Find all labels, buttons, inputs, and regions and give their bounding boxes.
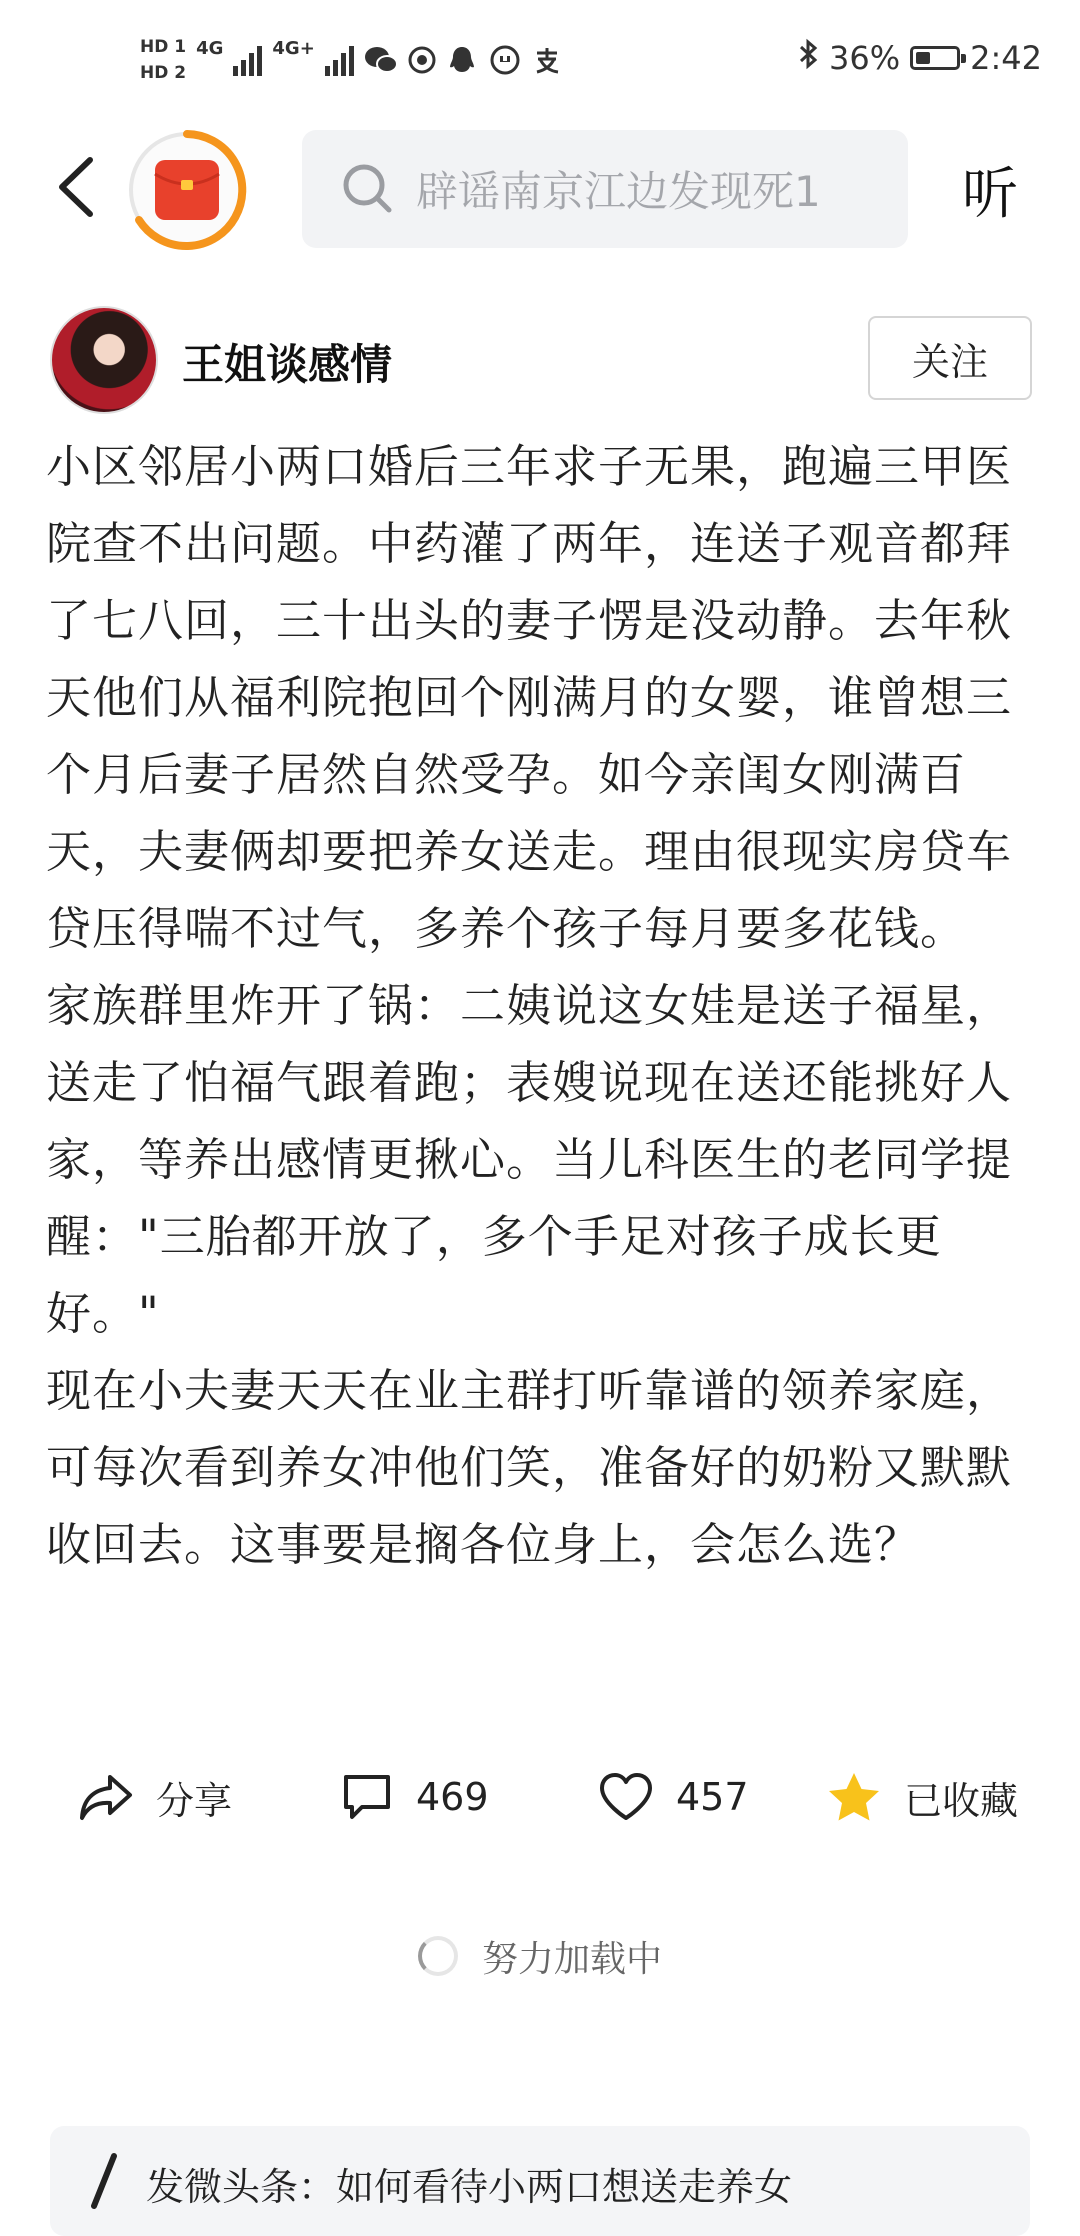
article-paragraph: 家族群里炸开了锅：二姨说这女娃是送子福星，送走了怕福气跟着跑；表嫂说现在送还能挑好人家，等养出感情更揪心。当儿科医生的老同学提醒："三胎都开放了，多个手足对孩子成长更好。"	[46, 979, 1013, 1340]
network-type-1: 4G	[196, 37, 224, 59]
listen-button[interactable]: 听	[962, 162, 1018, 227]
signal-icon-1	[233, 44, 262, 76]
star-icon	[826, 1770, 882, 1824]
spinner-icon	[418, 1936, 458, 1976]
search-icon	[340, 161, 396, 217]
battery-icon	[910, 46, 960, 70]
loading-text: 努力加载中	[481, 1938, 662, 1980]
share-label: 分享	[156, 1778, 233, 1823]
article-paragraph: 小区邻居小两口婚后三年求子无果，跑遍三甲医院查不出问题。中药灌了两年，连送子观音都拜了七八回，三十出头的妻子愣是没动静。去年秋天他们从福利院抱回个刚满月的女婴，谁曾想三个月后妻子居然自然受孕。如今亲闺女刚满百天，夫妻俩却要把养女送走。理由很现实房贷车贷压得喘不过气，多养个孩子每月要多花钱。	[46, 440, 1013, 955]
author-name[interactable]: 王姐谈感情	[182, 340, 393, 389]
clock: 2:42	[970, 39, 1042, 77]
radio-icon	[406, 45, 438, 75]
hd2-badge: HD 2	[140, 63, 187, 83]
red-packet-button[interactable]	[125, 128, 249, 252]
like-count: 457	[676, 1775, 749, 1819]
top-nav	[0, 120, 1080, 260]
bluetooth-icon	[797, 38, 819, 78]
red-packet-icon	[125, 128, 249, 252]
pen-icon	[84, 2152, 124, 2212]
hd1-badge: HD 1	[140, 37, 187, 57]
article-body	[46, 428, 1046, 1583]
favorite-label: 已收藏	[904, 1778, 1019, 1823]
status-left	[140, 30, 564, 90]
battery-fill	[916, 52, 930, 64]
wechat-icon	[364, 45, 396, 75]
comment-button[interactable]	[340, 1752, 489, 1842]
share-icon	[78, 1771, 134, 1823]
signal-icon-2	[325, 44, 354, 76]
search-placeholder: 辟谣南京江边发现死1	[416, 167, 821, 216]
back-button[interactable]	[48, 152, 108, 222]
article-paragraph: 现在小夫妻天天在业主群打听靠谱的领养家庭，可每次看到养女冲他们笑，准备好的奶粉又默默收回去。这事要是搁各位身上，会怎么选？	[46, 1364, 1013, 1571]
chevron-left-icon	[48, 152, 108, 222]
avatar[interactable]	[50, 306, 158, 414]
post-prompt-text: 发微头条：如何看待小两口想送走养女	[146, 2165, 793, 2209]
status-bar	[0, 0, 1080, 120]
hd-indicators	[140, 37, 186, 83]
heart-icon	[598, 1772, 654, 1822]
post-prompt-card[interactable]	[50, 2126, 1030, 2236]
follow-button[interactable]: 关注	[868, 316, 1032, 400]
status-right	[797, 38, 1042, 78]
comment-icon	[340, 1771, 394, 1823]
action-bar	[0, 1752, 1080, 1842]
battery-percent: 36%	[829, 39, 901, 77]
like-button[interactable]	[598, 1752, 749, 1842]
loading-indicator	[0, 1926, 1080, 1986]
comment-count: 469	[416, 1775, 489, 1819]
search-bar[interactable]	[302, 130, 908, 248]
network-type-2: 4G+	[272, 37, 315, 59]
favorite-button[interactable]	[826, 1752, 1018, 1842]
share-button[interactable]	[78, 1752, 232, 1842]
shield-app-icon	[490, 45, 522, 75]
alipay-icon	[532, 45, 564, 75]
qq-icon	[448, 45, 480, 75]
author-row	[0, 300, 1080, 420]
